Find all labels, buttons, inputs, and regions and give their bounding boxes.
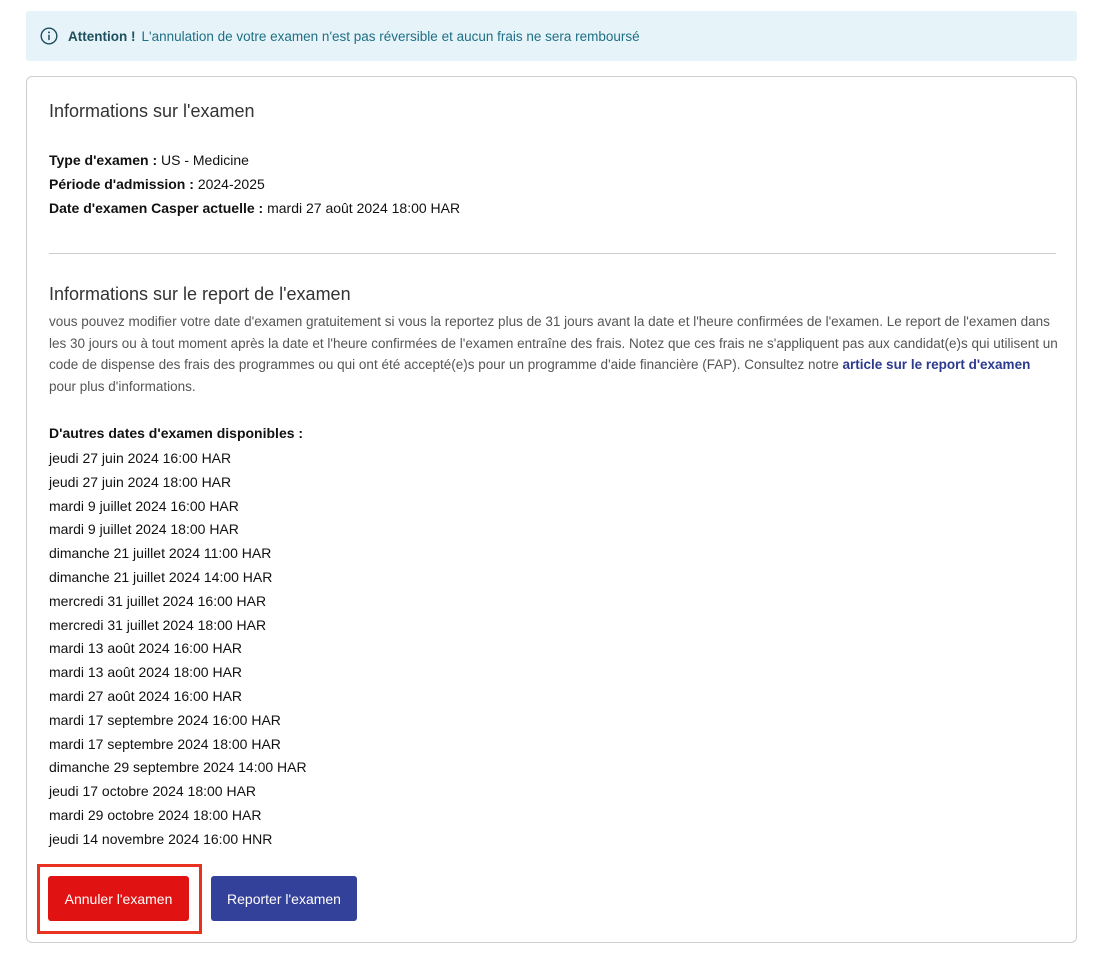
available-date-item: jeudi 27 juin 2024 18:00 HAR	[49, 473, 232, 490]
available-date-item: jeudi 17 octobre 2024 18:00 HAR	[49, 783, 257, 800]
admission-period-label: Période d'admission :	[49, 176, 194, 192]
available-dates-list	[49, 447, 307, 852]
current-exam-date-label: Date d'examen Casper actuelle :	[49, 200, 264, 216]
available-date-item: mardi 9 juillet 2024 16:00 HAR	[49, 497, 239, 514]
available-date-item: mardi 27 août 2024 16:00 HAR	[49, 687, 243, 704]
available-date-item: dimanche 29 septembre 2024 14:00 HAR	[49, 759, 307, 776]
exam-card	[26, 76, 1077, 943]
current-exam-date-line	[49, 200, 460, 216]
available-date-item: mardi 17 septembre 2024 16:00 HAR	[49, 711, 281, 728]
admission-period-line	[49, 176, 265, 192]
available-date-item: mardi 13 août 2024 16:00 HAR	[49, 640, 243, 657]
alert-message: L'annulation de votre examen n'est pas réversible et aucun frais ne sera remboursé	[141, 28, 640, 44]
report-info-title: Informations sur le report de l'examen	[49, 284, 351, 304]
available-date-item: mardi 17 septembre 2024 18:00 HAR	[49, 735, 281, 752]
cancel-exam-button[interactable]: Annuler l'examen	[48, 876, 189, 921]
available-date-item: mercredi 31 juillet 2024 16:00 HAR	[49, 592, 267, 609]
exam-type-label: Type d'examen :	[49, 152, 158, 168]
available-date-item: jeudi 14 novembre 2024 16:00 HNR	[49, 830, 273, 847]
report-text-after-link: pour plus d'informations.	[49, 378, 196, 394]
available-date-item: mercredi 31 juillet 2024 18:00 HAR	[49, 616, 267, 633]
exam-info-title: Informations sur l'examen	[49, 101, 255, 121]
section-divider	[49, 253, 1056, 254]
available-date-item: jeudi 27 juin 2024 16:00 HAR	[49, 450, 232, 466]
alert-title: Attention !	[68, 28, 136, 44]
available-date-item: mardi 29 octobre 2024 18:00 HAR	[49, 806, 262, 823]
attention-alert	[26, 11, 1077, 61]
info-circle-icon	[40, 27, 58, 45]
reschedule-exam-button[interactable]: Reporter l'examen	[211, 876, 357, 921]
admission-period-value: 2024-2025	[197, 176, 265, 192]
available-dates-heading: D'autres dates d'examen disponibles :	[49, 425, 304, 441]
available-date-item: mardi 9 juillet 2024 18:00 HAR	[49, 521, 239, 538]
available-date-item: mardi 13 août 2024 18:00 HAR	[49, 664, 243, 681]
report-description	[49, 311, 1059, 397]
exam-type-line	[49, 152, 249, 168]
current-exam-date-value: mardi 27 août 2024 18:00 HAR	[267, 200, 461, 216]
report-text-before-link: vous pouvez modifier votre date d'examen gratuitement si vous la reportez plus de 31 jours avant la date et l'heure confirmées de l'examen. Le report de l'examen dans les 30 jours ou à tout moment après la date et l'heure confirmées de l'examen entraîne des frais. Notez que ces frais ne s'appliquent pas aux candidat(e)s qui utilisent un code de dispense des frais des programmes ou qui ont été accepté(e)s pour un programme d'aide financière (FAP). Consultez notre	[49, 314, 1058, 372]
report-article-link[interactable]: article sur le report d'examen	[842, 357, 1031, 372]
available-date-item: dimanche 21 juillet 2024 14:00 HAR	[49, 568, 273, 585]
available-date-item: dimanche 21 juillet 2024 11:00 HAR	[49, 545, 272, 562]
exam-type-value: US - Medicine	[161, 152, 249, 168]
